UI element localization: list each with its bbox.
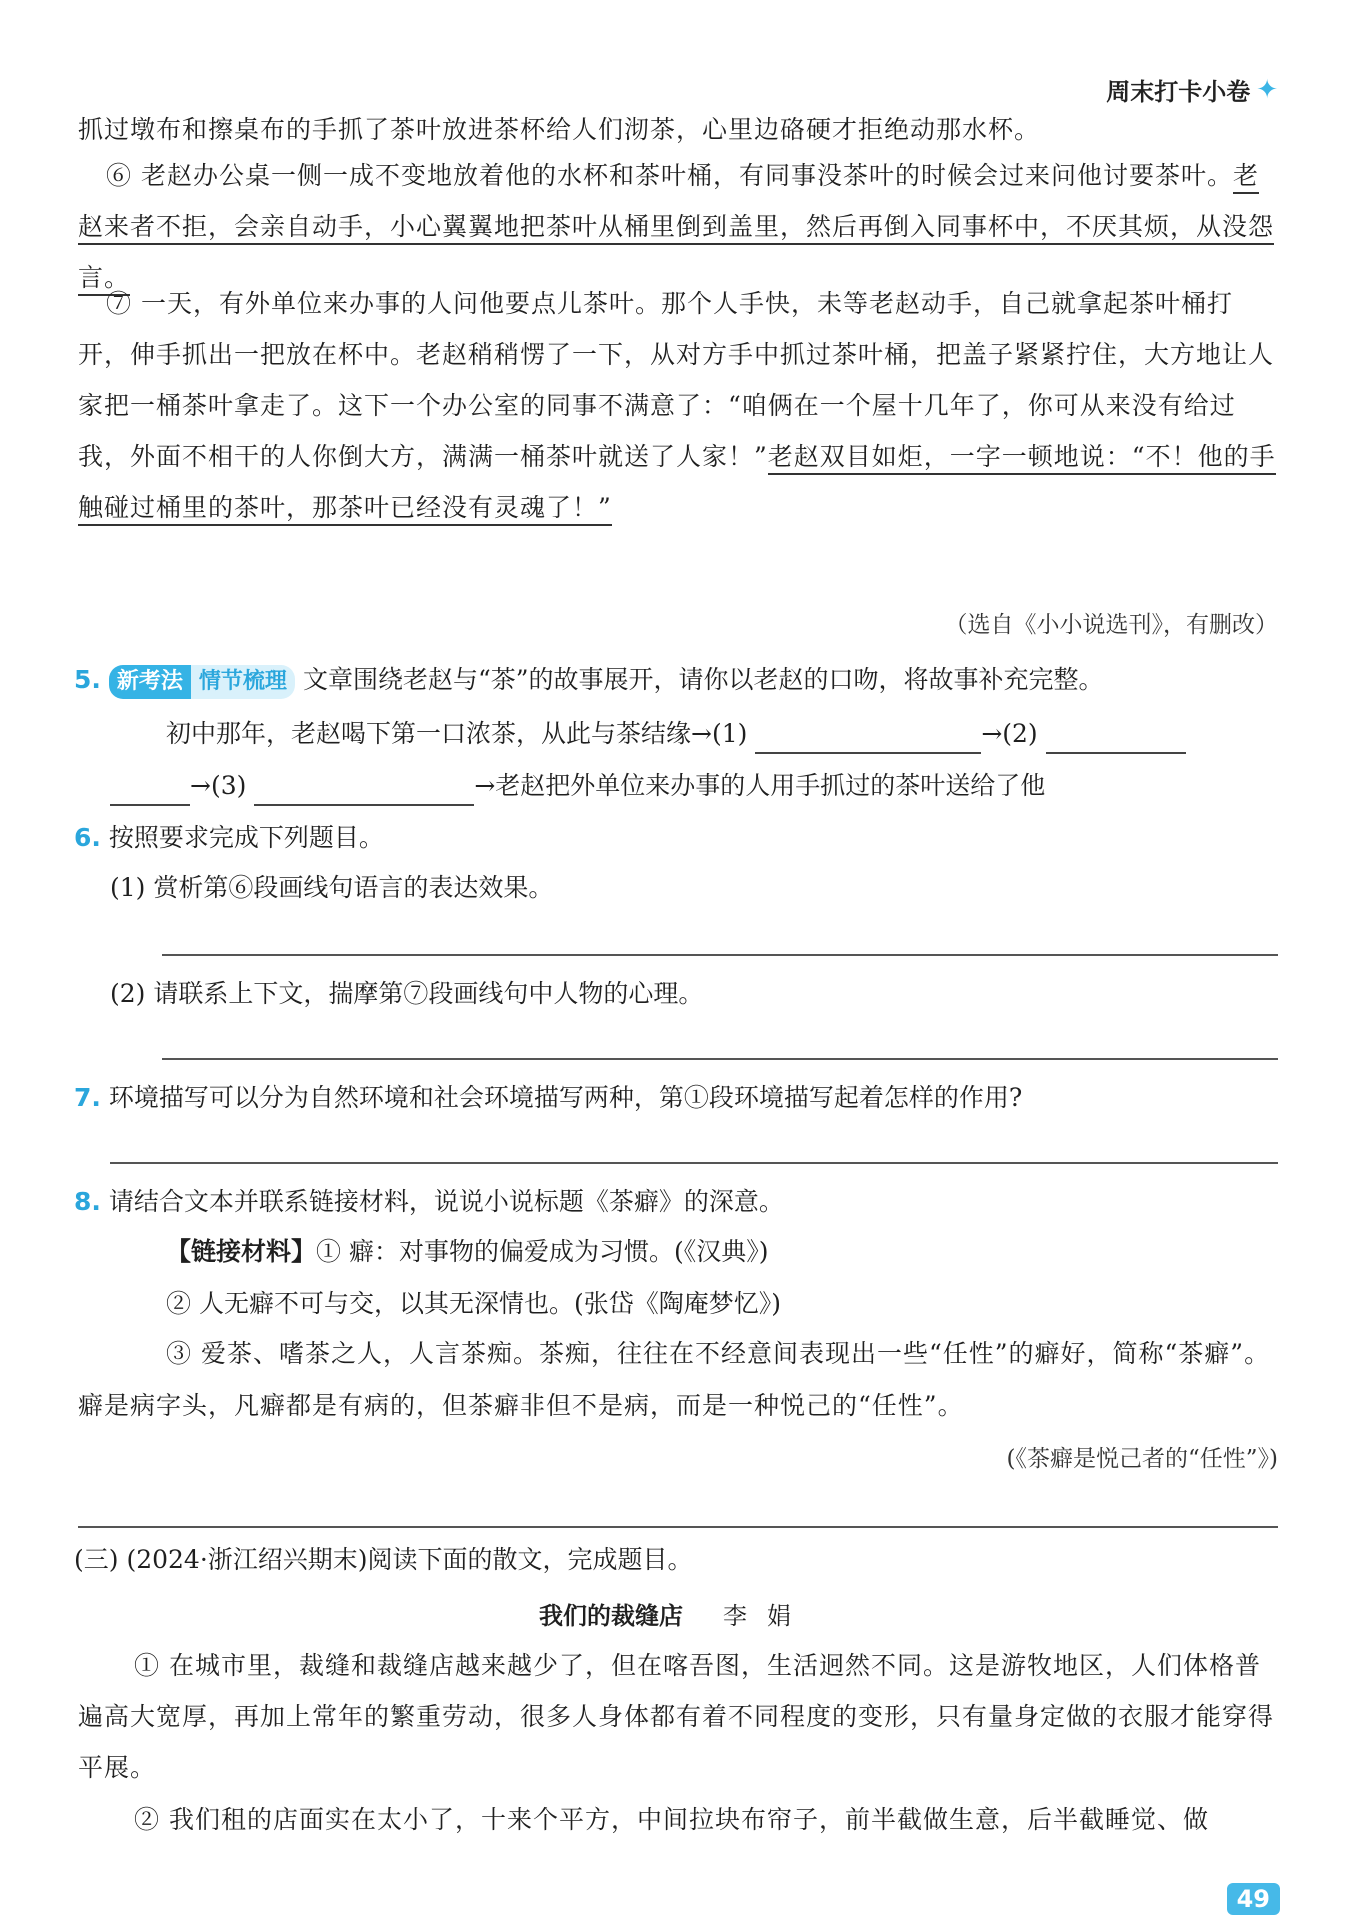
q8-material-2: ② 人无癖不可与交，以其无深情也。(张岱《陶庵梦忆》) <box>166 1289 781 1318</box>
header-title: 周末打卡小卷 <box>1106 78 1251 106</box>
q6-sub-1: (1) 赏析第⑥段画线句语言的表达效果。 <box>110 873 554 902</box>
q5-tag-new: 新考法 <box>109 665 191 699</box>
q6-sub-2: (2) 请联系上下文，揣摩第⑦段画线句中人物的心理。 <box>110 979 704 1008</box>
q8-material-3 <box>78 1328 1278 1432</box>
q5-line-1 <box>166 714 1186 754</box>
q5-arrow-2: →(2) <box>981 719 1038 748</box>
question-8 <box>74 1182 784 1222</box>
q7-answer-line[interactable] <box>110 1162 1278 1164</box>
q5-text: 文章围绕老赵与“茶”的故事展开，请你以老赵的口吻，将故事补充完整。 <box>302 665 1104 694</box>
page-number: 49 <box>1227 1883 1280 1915</box>
q5-arrow-3: →(3) <box>190 771 247 800</box>
p6-underlined-sentence: 老赵来者不拒，会亲自动手，小心翼翼地把茶叶从桶里倒到盖里，然后再倒入同事杯中，不厌其烦，从没怨言。 <box>78 161 1274 296</box>
question-7 <box>74 1078 1022 1118</box>
q8-material-1 <box>166 1232 768 1272</box>
question-6 <box>74 818 384 858</box>
passage-paragraph-5-end: 抓过墩布和擦桌布的手抓了茶叶放进茶杯给人们沏茶，心里边硌硬才拒绝动那水杯。 <box>78 115 1041 144</box>
q6-number: 6. <box>74 823 101 852</box>
q5-blank-2a[interactable] <box>1046 722 1186 754</box>
q7-text: 环境描写可以分为自然环境和社会环境描写两种，第①段环境描写起着怎样的作用? <box>108 1083 1023 1112</box>
q8-number: 8. <box>74 1187 101 1216</box>
essay-paragraph-2 <box>78 1794 1278 1845</box>
q8-text: 请结合文本并联系链接材料，说说小说标题《茶癖》的深意。 <box>108 1187 784 1216</box>
passage-paragraph-7 <box>78 278 1278 533</box>
passage-source: （选自《小小说选刊》，有删改） <box>944 612 1278 638</box>
question-5 <box>74 660 1104 700</box>
p6-text: ⑥ 老赵办公桌一侧一成不变地放着他的水杯和茶叶桶，有同事没茶叶的时候会过来问他讨要茶叶。 <box>106 161 1233 190</box>
q5-number: 5. <box>74 665 101 694</box>
q8-link-label: 【链接材料】 <box>166 1237 317 1266</box>
q8-m1: ① 癖：对事物的偏爱成为习惯。(《汉典》) <box>316 1237 769 1266</box>
q8-material-3-source: (《茶癖是悦己者的“任性”》) <box>1006 1446 1278 1472</box>
q6-text: 按照要求完成下列题目。 <box>108 823 384 852</box>
essay-p2: ② 我们租的店面实在太小了，十来个平方，中间拉块布帘子，前半截做生意，后半截睡觉、做 <box>134 1805 1209 1834</box>
q5-end: →老赵把外单位来办事的人用手抓过的茶叶送给了他 <box>474 771 1046 800</box>
q5-blank-1[interactable] <box>755 722 981 754</box>
sparkle-icon: ✦ <box>1256 74 1278 105</box>
page-header <box>1106 72 1278 107</box>
section-3-intro: (三) (2024·浙江绍兴期末)阅读下面的散文，完成题目。 <box>74 1545 693 1574</box>
essay-p1: ① 在城市里，裁缝和裁缝店越来越少了，但在喀吾图，生活迥然不同。这是游牧地区，人们体格普遍高大宽厚，再加上常年的繁重劳动，很多人身体都有着不同程度的变形，只有量身定做的衣服才能穿得平展。 <box>78 1651 1275 1782</box>
q7-number: 7. <box>74 1083 101 1112</box>
p7-underlined-sentence: 老赵双目如炬，一字一顿地说：“不！他的手触碰过桶里的茶叶，那茶叶已经没有灵魂了！” <box>78 442 1276 526</box>
q8-answer-line[interactable] <box>78 1526 1278 1528</box>
p7-text: ⑦ 一天，有外单位来办事的人问他要点儿茶叶。那个人手快，未等老赵动手，自己就拿起茶叶桶打开，伸手抓出一把放在杯中。老赵稍稍愣了一下，从对方手中抓过茶叶桶，把盖子紧紧拧住，大方地让人家把一桶茶叶拿走了。这下一个办公室的同事不满意了：“咱俩在一个屋十几年了，你可从来没有给过我，外面不相干的人你倒大方，满满一桶茶叶就送了人家！” <box>78 289 1275 471</box>
q8-m3: ③ 爱茶、嗜茶之人，人言茶痴。茶痴，往往在不经意间表现出一些“任性”的癖好，简称“茶癖”。癖是病字头，凡癖都是有病的，但茶癖非但不是病，而是一种悦己的“任性”。 <box>78 1339 1271 1420</box>
q5-line1-text: 初中那年，老赵喝下第一口浓茶，从此与茶结缘→(1) <box>166 719 748 748</box>
q6-answer-line-1[interactable] <box>162 954 1278 956</box>
q5-tag-type: 情节梳理 <box>191 665 295 699</box>
q6-answer-line-2[interactable] <box>162 1058 1278 1060</box>
q5-blank-2b[interactable] <box>110 774 190 806</box>
q5-line-2 <box>110 766 1045 806</box>
q5-blank-3[interactable] <box>254 774 474 806</box>
essay-author: 李娟 <box>723 1602 811 1630</box>
essay-paragraph-1 <box>78 1640 1278 1793</box>
essay-title: 我们的裁缝店 <box>539 1602 683 1630</box>
essay-title-line <box>0 1596 1350 1631</box>
